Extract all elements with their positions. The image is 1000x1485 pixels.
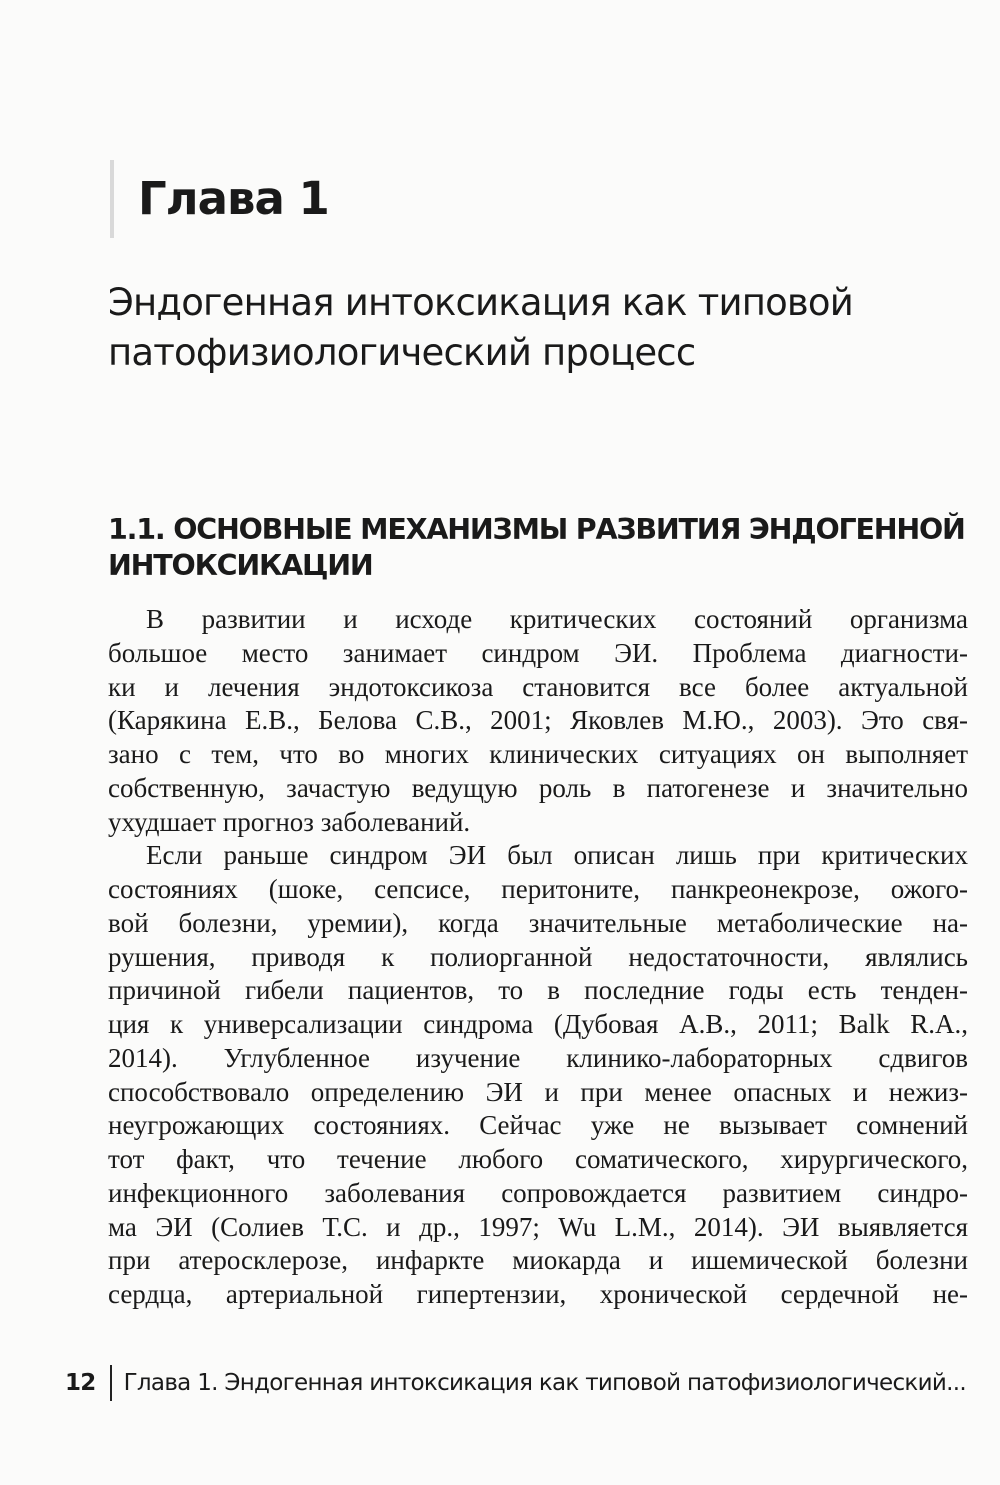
paragraph-line: ки и лечения эндотоксикоза становится все более актуальной bbox=[108, 671, 968, 702]
paragraph-line: тот факт, что течение любого соматического, хирургического, bbox=[108, 1144, 968, 1174]
section-heading-line: ИНТОКСИКАЦИИ bbox=[108, 549, 373, 582]
paragraph-line: состояниях (шоке, сепсисе, перитоните, панкреонекрозе, ожого- bbox=[108, 874, 968, 904]
paragraph-line: ма ЭИ (Солиев Т.С. и др., 1997; Wu L.M., 2014). ЭИ выявляется bbox=[108, 1211, 968, 1242]
paragraph-line: собственную, зачастую ведущую роль в патогенезе и значительно bbox=[108, 772, 968, 803]
footer-divider bbox=[110, 1365, 112, 1401]
chapter-title-line: патофизиологический процесс bbox=[108, 331, 696, 374]
running-title: Глава 1. Эндогенная интоксикация как типовой патофизиологический... bbox=[123, 1370, 966, 1396]
paragraph-line: вой болезни, уремии), когда значительные метаболические на- bbox=[108, 907, 968, 938]
paragraph-line: большое место занимает синдром ЭИ. Проблема диагности- bbox=[108, 637, 968, 668]
paragraph-line: при атеросклерозе, инфаркте миокарда и ишемической болезни bbox=[108, 1245, 968, 1276]
chapter-title-line: Эндогенная интоксикация как типовой bbox=[108, 281, 854, 324]
paragraph-line: Если раньше синдром ЭИ был описан лишь при критических bbox=[146, 840, 968, 871]
paragraph-line: В развитии и исходе критических состояний организма bbox=[146, 604, 968, 634]
chapter-marker-bar bbox=[110, 160, 114, 238]
section-heading bbox=[108, 512, 988, 584]
body-text bbox=[108, 603, 968, 1312]
paragraph-line: способствовало определению ЭИ и при менее опасных и нежиз- bbox=[108, 1076, 968, 1107]
chapter-title bbox=[108, 278, 988, 378]
page-number: 12 bbox=[65, 1370, 96, 1396]
paragraph-line: ция к универсализации синдрома (Дубовая А.В., 2011; Balk R.A., bbox=[108, 1009, 968, 1039]
paragraph-line: инфекционного заболевания сопровождается развитием синдро- bbox=[108, 1177, 968, 1208]
paragraph-line: причиной гибели пациентов, то в последние годы есть тенден- bbox=[108, 975, 968, 1006]
paragraph-line: рушения, приводя к полиорганной недостаточности, являлись bbox=[108, 941, 968, 972]
paragraph-line: зано с тем, что во многих клинических ситуациях он выполняет bbox=[108, 739, 968, 769]
chapter-label: Глава 1 bbox=[138, 172, 329, 225]
paragraph-line: ухудшает прогноз заболеваний. bbox=[108, 806, 471, 837]
section-heading-line: 1.1. ОСНОВНЫЕ МЕХАНИЗМЫ РАЗВИТИЯ ЭНДОГЕННОЙ bbox=[108, 513, 965, 546]
page-footer bbox=[65, 1365, 966, 1401]
paragraph-line: неугрожающих состояниях. Сейчас уже не вызывает сомнений bbox=[108, 1110, 968, 1141]
paragraph-line: (Карякина Е.В., Белова С.В., 2001; Яковлев М.Ю., 2003). Это свя- bbox=[108, 705, 968, 736]
paragraph-line: сердца, артериальной гипертензии, хронической сердечной не- bbox=[108, 1279, 968, 1309]
paragraph-line: 2014). Углубленное изучение клинико-лабораторных сдвигов bbox=[108, 1042, 968, 1073]
